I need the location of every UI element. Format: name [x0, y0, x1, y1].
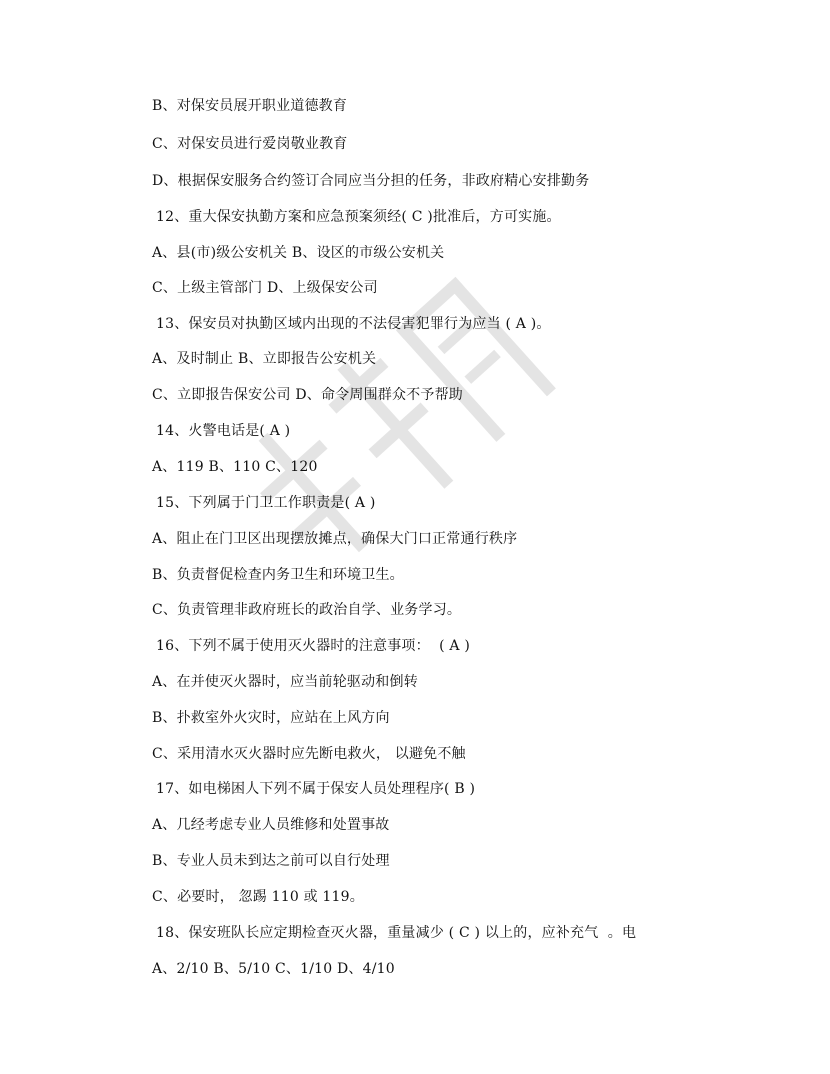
option-line: B、对保安员展开职业道德教育	[152, 98, 348, 114]
option-line: B、扑救室外火灾时，应站在上风方向	[152, 710, 390, 726]
option-line: A、阻止在门卫区出现摆放摊点，确保大门口正常通行秩序	[152, 531, 518, 547]
option-line: B、负责督促检查内务卫生和环境卫生。	[152, 567, 404, 583]
question-14: 14、火警电话是( A )	[156, 423, 291, 439]
question-16: 16、下列不属于使用灭火器时的注意事项： ( A )	[156, 638, 471, 654]
question-18: 18、保安班队长应定期检查灭火器，重量减少 ( C ) 以上的，应补充气 。电	[156, 925, 637, 941]
question-17: 17、如电梯困人下列不属于保安人员处理程序( B )	[156, 781, 476, 797]
question-15: 15、下列属于门卫工作职责是( A )	[156, 495, 376, 511]
option-line: D、根据保安服务合约签订合同应当分担的任务，非政府精心安排勤务	[152, 173, 590, 189]
option-line: A、119 B、110 C、120	[152, 459, 318, 475]
option-line: A、县(市)级公安机关 B、设区的市级公安机关	[152, 245, 445, 261]
option-line: C、必要时， 忽踢 110 或 119。	[152, 889, 364, 905]
option-line: C、立即报告保安公司 D、命令周围群众不予帮助	[152, 387, 463, 403]
question-13: 13、保安员对执勤区域内出现的不法侵害犯罪行为应当 ( A )。	[156, 316, 551, 332]
option-line: B、专业人员未到达之前可以自行处理	[152, 853, 390, 869]
option-line: A、在并使灭火器时，应当前轮驱动和倒转	[152, 674, 418, 690]
option-line: C、对保安员进行爱岗敬业教育	[152, 136, 348, 152]
question-12: 12、重大保安执勤方案和应急预案须经( C )批准后，方可实施。	[156, 209, 561, 225]
option-line: C、上级主管部门 D、上级保安公司	[152, 280, 378, 296]
option-line: C、负责管理非政府班长的政治自学、业务学习。	[152, 602, 462, 618]
option-line: A、几经考虑专业人员维修和处置事故	[152, 817, 390, 833]
option-line: A、及时制止 B、立即报告公安机关	[152, 351, 377, 367]
option-line: C、采用清水灭火器时应先断电救火， 以避免不触	[152, 746, 466, 762]
option-line: A、2/10 B、5/10 C、1/10 D、4/10	[152, 961, 395, 977]
